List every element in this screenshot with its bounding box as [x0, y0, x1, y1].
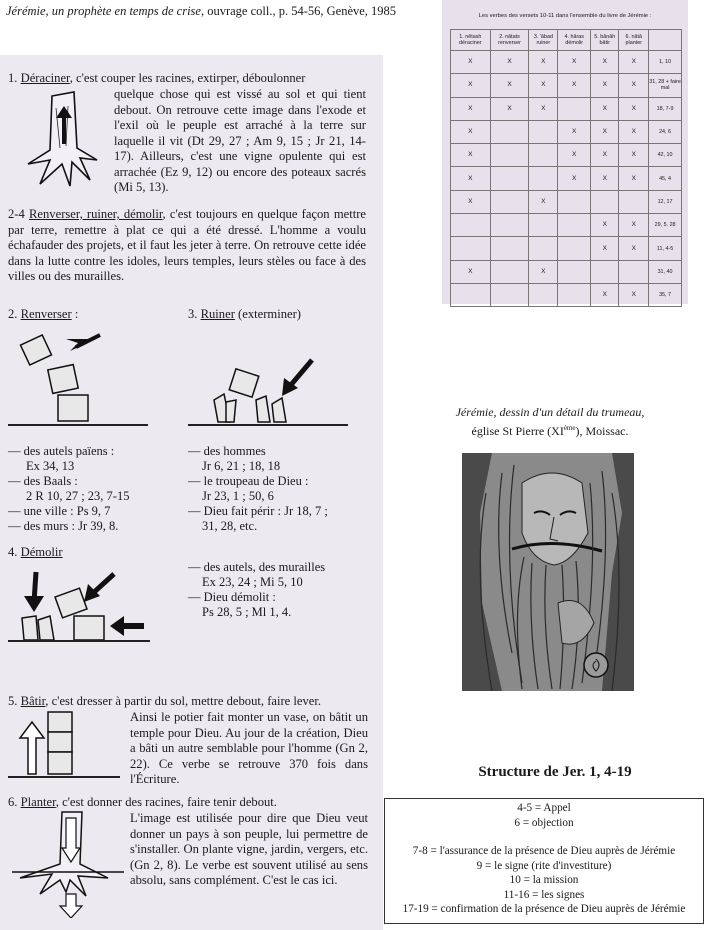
table-cell: X	[490, 74, 529, 97]
structure-title: Structure de Jer. 1, 4-19	[478, 764, 632, 780]
deraciner-first-line: 1. Déraciner, c'est couper les racines, extirper, déboulonner	[8, 71, 306, 85]
table-row	[451, 260, 682, 283]
table-cell	[558, 237, 591, 260]
table-cell: X	[619, 74, 649, 97]
table-cell	[529, 144, 558, 167]
table-cell	[451, 214, 491, 237]
structure-line: 4-5 = Appel	[517, 802, 571, 814]
list-item: — des hommes	[188, 444, 266, 458]
table-cell: X	[529, 190, 558, 213]
table-cell	[451, 237, 491, 260]
batir-stack-icon	[14, 708, 84, 778]
structure-line: 17-19 = confirmation de la présence de Dieu auprès de Jérémie	[402, 903, 686, 915]
demolir-term: Démolir	[20, 545, 63, 559]
table-cell: X	[591, 97, 619, 120]
table-cell	[619, 190, 649, 213]
demolir-ground-line	[8, 640, 150, 642]
table-cell: X	[451, 120, 491, 143]
batir-text: Ainsi le potier fait monter un vase, on bâtit un temple pour Dieu. Au jour de la création, Dieu a bâti un autre semblable pour l'homme (Gn 2, 22). Ce verbe se retrouve 370 fois dans l'Écriture.	[130, 710, 368, 786]
table-cell: X	[619, 167, 649, 190]
column-header: 2. nâtats renverser	[490, 30, 529, 51]
reference-cell: 18, 7-9	[649, 97, 682, 120]
section-2-4-text: 2-4 Renverser, ruiner, démolir, c'est toujours en quelque façon mettre par terre, remettre à plat ce qui a été dressé. L'homme a voulu échafauder des projets, et il faut les jeter à terre. On retrouve cette idée dans la lutte contre les idoles, leurs temples, leurs stèles ou face à des villes ou des murailles.	[8, 207, 366, 283]
table-cell	[529, 120, 558, 143]
table-cell	[490, 167, 529, 190]
batir-first-line: 5. Bâtir, c'est dresser à partir du sol, mettre debout, faire lever.	[8, 694, 322, 708]
table-row	[451, 237, 682, 260]
reference-cell: 12, 17	[649, 190, 682, 213]
table-cell	[619, 260, 649, 283]
table-cell	[490, 214, 529, 237]
verbs-table	[450, 29, 682, 307]
table-row	[451, 283, 682, 306]
renverser-term: Renverser	[20, 307, 72, 321]
table-cell: X	[529, 97, 558, 120]
table-cell: X	[451, 97, 491, 120]
table-cell	[558, 283, 591, 306]
structure-line: 9 = le signe (rite d'investiture)	[476, 859, 612, 872]
list-item: — des Baals :	[8, 474, 78, 488]
structure-line: 7-8 = l'assurance de la présence de Dieu auprès de Jérémie	[412, 845, 676, 857]
ruiner-heading: 3. Ruiner (exterminer)	[188, 307, 301, 321]
table-cell: X	[558, 74, 591, 97]
table-cell: X	[619, 237, 649, 260]
table-cell: X	[451, 167, 491, 190]
list-item: 31, 28, etc.	[202, 519, 258, 533]
renverser-blocks-icon	[10, 325, 140, 427]
table-row	[451, 214, 682, 237]
table-cell: X	[558, 144, 591, 167]
source-citation	[6, 4, 396, 19]
table-cell: X	[619, 120, 649, 143]
table-cell: X	[591, 237, 619, 260]
table-cell: X	[591, 283, 619, 306]
verbs-table-title: Les verbes des versets 10-11 dans l'ensemble du livre de Jérémie :	[478, 13, 652, 19]
table-cell: X	[529, 260, 558, 283]
reference-cell: 11, 4-5	[649, 237, 682, 260]
table-cell: X	[591, 120, 619, 143]
book-title: Jérémie, un prophète en temps de crise	[6, 4, 201, 18]
section-2-4-terms: Renverser, ruiner, démolir	[29, 207, 163, 221]
list-item: Ex 34, 13	[26, 459, 75, 473]
table-cell: X	[451, 51, 491, 74]
table-row	[451, 51, 682, 74]
list-item: — le troupeau de Dieu :	[188, 474, 309, 488]
caption-line-1: Jérémie, dessin d'un détail du trumeau,	[455, 405, 645, 419]
ruiner-ruins-icon	[200, 352, 330, 424]
demolir-list	[188, 560, 368, 620]
reference-cell: 35, 7	[649, 283, 682, 306]
citation-details: , ouvrage coll., p. 54-56, Genève, 1985	[200, 4, 397, 18]
table-cell	[451, 283, 491, 306]
demolir-heading: 4. Démolir	[8, 545, 63, 559]
structure-line: 10 = la mission	[509, 874, 579, 886]
renverser-heading: 2. Renverser :	[8, 307, 79, 321]
table-cell: X	[490, 51, 529, 74]
table-cell: X	[619, 214, 649, 237]
column-header: 3. 'âbad ruiner	[529, 30, 558, 51]
table-cell: X	[451, 260, 491, 283]
table-cell: X	[619, 283, 649, 306]
table-cell	[558, 214, 591, 237]
table-cell: X	[591, 51, 619, 74]
table-cell	[591, 260, 619, 283]
list-item: — des murs : Jr 39, 8.	[8, 519, 119, 533]
table-cell	[558, 260, 591, 283]
reference-cell: 24, 6	[649, 120, 682, 143]
table-row	[451, 97, 682, 120]
uprooted-stump-icon	[22, 88, 104, 198]
ruiner-ground-line	[188, 424, 348, 426]
column-header: 1. nêtash déraciner	[451, 30, 491, 51]
table-cell	[490, 260, 529, 283]
table-cell: X	[619, 97, 649, 120]
table-cell	[591, 190, 619, 213]
planter-term: Planter	[20, 795, 56, 809]
table-row	[451, 144, 682, 167]
batir-ground-line	[8, 776, 120, 778]
structure-line: 11-16 = les signes	[503, 888, 585, 901]
table-cell: X	[451, 144, 491, 167]
renverser-list	[8, 444, 178, 534]
table-row	[451, 120, 682, 143]
caption-line-2: église St Pierre (XIème), Moissac.	[471, 424, 629, 438]
table-cell: X	[591, 214, 619, 237]
list-item: — Dieu démolit :	[188, 590, 276, 604]
planter-tree-icon	[12, 808, 130, 918]
table-cell	[490, 120, 529, 143]
column-header: 6. nâtâ planter	[619, 30, 649, 51]
reference-cell: 31, 28 + faire mal	[649, 74, 682, 97]
table-row	[451, 190, 682, 213]
table-cell	[558, 190, 591, 213]
column-header: 4. hâras démolir	[558, 30, 591, 51]
table-cell: X	[451, 190, 491, 213]
column-header	[649, 30, 682, 51]
reference-cell: 31, 40	[649, 260, 682, 283]
planter-text: L'image est utilisée pour dire que Dieu veut donner un pays à son peuple, lui permettre de s'installer. On plante vigne, jardin, vergers, etc. (Gn 2, 8). Le verbe est souvent utilisé au sens absolu, sans complément. C'est le cas ici.	[130, 811, 368, 887]
deraciner-text: quelque chose qui est vissé au sol et qui tient debout. On retrouve cette image dans l'exode et l'exil où le peuple est arraché à la terre sur laquelle il vit (Dt 29, 27 ; Am 9, 15 ; Jr 21, 14-17). Ailleurs, c'est une vigne opulente qui est arrachée (Ez 9, 12) ou encore des poteaux sacrés (Mi 5, 13).	[114, 87, 366, 194]
table-cell	[490, 190, 529, 213]
table-cell: X	[529, 74, 558, 97]
list-item: Jr 6, 21 ; 18, 18	[202, 459, 281, 473]
table-cell: X	[558, 120, 591, 143]
reference-cell: 45, 4	[649, 167, 682, 190]
table-cell: X	[558, 51, 591, 74]
section-deraciner	[8, 71, 366, 87]
table-cell: X	[451, 74, 491, 97]
demolir-blocks-icon	[14, 566, 154, 644]
jeremie-sculpture-drawing	[462, 453, 634, 691]
table-cell: X	[591, 144, 619, 167]
planter-first-line: 6. Planter, c'est donner des racines, faire tenir debout.	[8, 795, 277, 809]
list-item: Jr 23, 1 ; 50, 6	[202, 489, 274, 503]
column-header: 5. bânâh bâtir	[591, 30, 619, 51]
list-item: Ex 23, 24 ; Mi 5, 10	[202, 575, 303, 589]
list-item: Ps 28, 5 ; Ml 1, 4.	[202, 605, 292, 619]
table-cell	[529, 237, 558, 260]
ruiner-list	[188, 444, 366, 534]
table-cell: X	[490, 97, 529, 120]
list-item: 2 R 10, 27 ; 23, 7-15	[26, 489, 130, 503]
table-row	[451, 74, 682, 97]
table-header-row	[451, 30, 682, 51]
deraciner-term: Déraciner	[20, 71, 70, 85]
table-cell	[490, 283, 529, 306]
ruiner-term: Ruiner	[200, 307, 235, 321]
structure-box	[384, 798, 704, 924]
table-cell	[529, 283, 558, 306]
table-row	[451, 167, 682, 190]
list-item: — Dieu fait périr : Jr 18, 7 ;	[188, 504, 328, 518]
table-cell	[558, 97, 591, 120]
list-item: — des autels païens :	[8, 444, 115, 458]
table-cell: X	[619, 144, 649, 167]
structure-line: 6 = objection	[514, 816, 574, 829]
list-item: — des autels, des murailles	[188, 560, 326, 574]
table-cell: X	[619, 51, 649, 74]
table-cell	[490, 237, 529, 260]
table-cell	[529, 214, 558, 237]
batir-term: Bâtir	[20, 694, 46, 708]
table-cell	[490, 144, 529, 167]
table-cell: X	[591, 167, 619, 190]
list-item: — une ville : Ps 9, 7	[8, 504, 111, 518]
table-cell	[529, 167, 558, 190]
table-cell: X	[591, 74, 619, 97]
table-cell: X	[558, 167, 591, 190]
image-caption	[440, 404, 660, 439]
table-cell: X	[529, 51, 558, 74]
reference-cell: 42, 10	[649, 144, 682, 167]
renverser-ground-line	[8, 424, 148, 426]
reference-cell: 29, 5. 28	[649, 214, 682, 237]
reference-cell: 1, 10	[649, 51, 682, 74]
